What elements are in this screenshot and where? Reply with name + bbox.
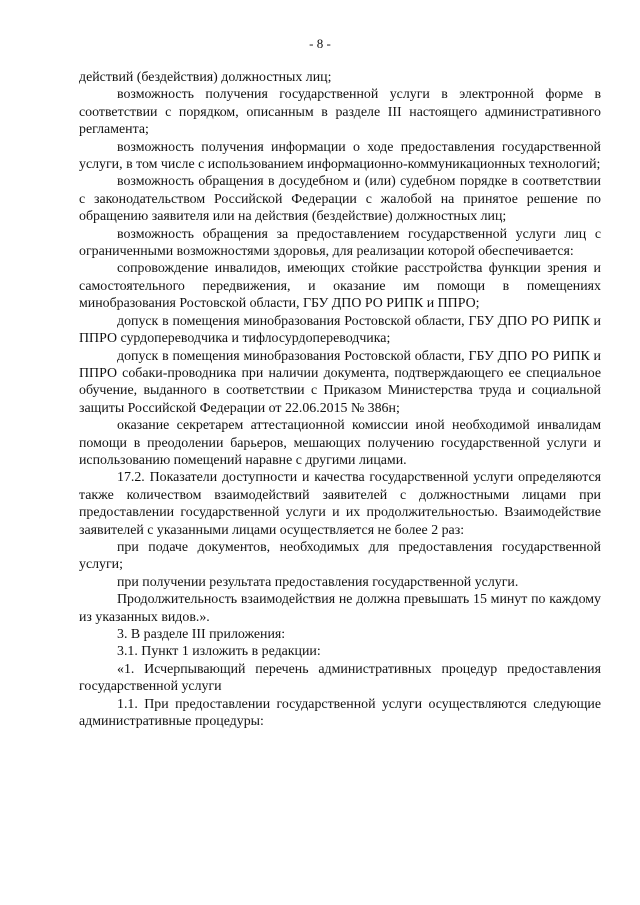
paragraph: 3.1. Пункт 1 изложить в редакции: (117, 644, 321, 660)
paragraph: 17.2. Показатели доступности и качества государственной услуги определяются также количеством взаимодействий заявителей с должностными лицами при предоставлении государственной услуги и их продолжительностью. Взаимодействие заявителей с указанными лицами осуществляется не более 2 раз: (79, 470, 601, 538)
paragraph: сопровождение инвалидов, имеющих стойкие расстройства функции зрения и самостоятельного передвижения, и оказание им помощи в помещениях минобразования Ростовской области, ГБУ ДПО РО РИПК и ППРО; (79, 261, 601, 312)
paragraph: при получении результата предоставления государственной услуги. (117, 574, 519, 590)
paragraph: возможность обращения за предоставлением государственной услуги лиц с ограниченными возможностями здоровья, для реализации которой обеспечивается: (79, 226, 601, 260)
paragraph: возможность получения информации о ходе предоставления государственной услуги, в том числе с использованием информационно-коммуникационных технологий; (79, 139, 601, 173)
paragraph: допуск в помещения минобразования Ростовской области, ГБУ ДПО РО РИПК и ППРО собаки-проводника при наличии документа, подтверждающего ее специальное обучение, выданного в соответствии с Приказом Министерства труда и социальной защиты Российской Федерации от 22.06.2015 № 386н; (79, 348, 601, 416)
paragraph: «1. Исчерпывающий перечень административных процедур предоставления государственной услуги (79, 661, 601, 695)
paragraph: возможность получения государственной услуги в электронной форме в соответствии с порядком, описанным в разделе III настоящего административного регламента; (79, 87, 601, 138)
paragraph: действий (бездействия) должностных лиц; (79, 70, 332, 85)
document-body (79, 69, 601, 730)
paragraph: 1.1. При предоставлении государственной услуги осуществляются следующие административные процедуры: (79, 696, 601, 730)
page-number: - 8 - (309, 36, 331, 51)
paragraph: при подаче документов, необходимых для предоставления государственной услуги; (79, 539, 601, 573)
paragraph: оказание секретарем аттестационной комиссии иной необходимой инвалидам помощи в преодолении барьеров, мешающих получению государственной услуги и использованию помещений наравне с другими лицами. (79, 418, 601, 468)
paragraph: Продолжительность взаимодействия не должна превышать 15 минут по каждому из указанных видов.». (79, 592, 601, 625)
paragraph: допуск в помещения минобразования Ростовской области, ГБУ ДПО РО РИПК и ППРО сурдопереводчика и тифлосурдопереводчика; (79, 313, 601, 347)
paragraph: 3. В разделе III приложения: (117, 627, 286, 642)
paragraph: возможность обращения в досудебном и (или) судебном порядке в соответствии с законодательством Российской Федерации с жалобой на принятое решение по обращению заявителя или на действия (бездействие) должностных лиц; (79, 174, 601, 225)
